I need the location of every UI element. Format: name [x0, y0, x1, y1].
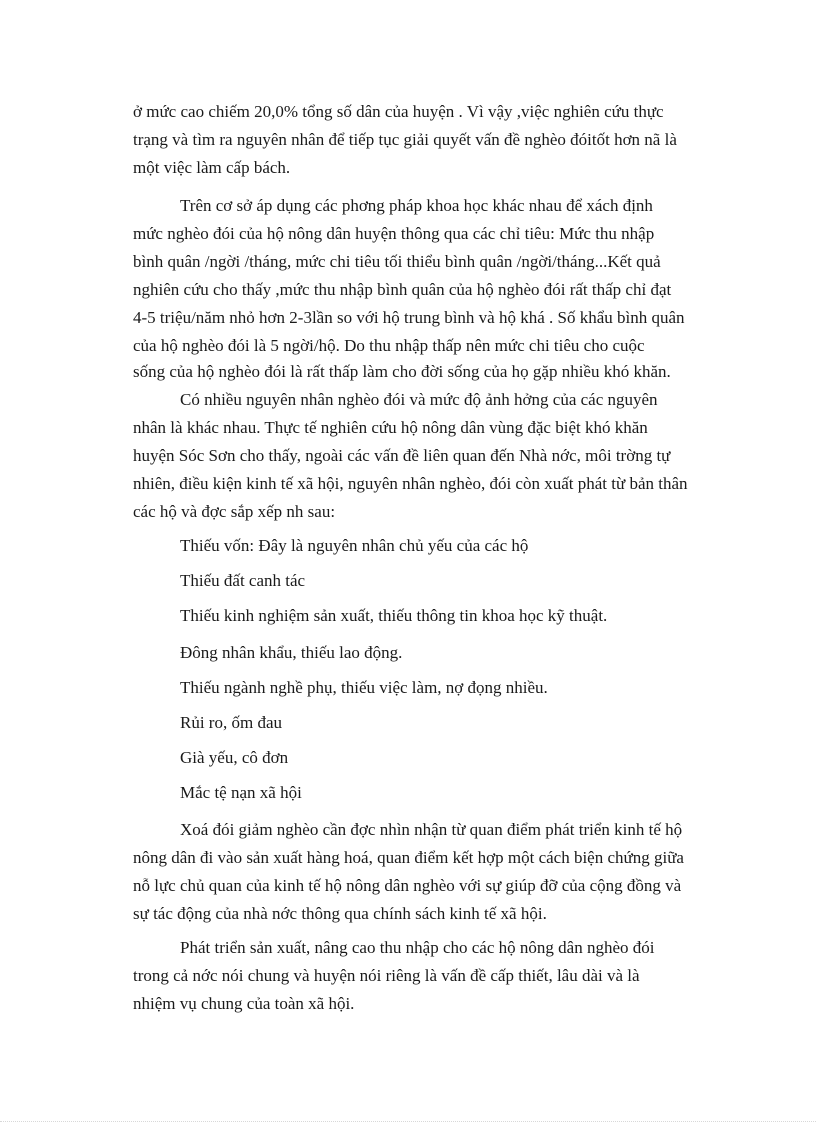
list-item: Thiếu ngành nghề phụ, thiếu việc làm, nợ đọng nhiều.: [180, 678, 548, 697]
text-line: nỗ lực chủ quan của kinh tế hộ nông dân nghèo với sự giúp đỡ của cộng đồng và: [133, 876, 682, 895]
text-line: trong cả nớc nói chung và huyện nói riêng là vấn đề cấp thiết, lâu dài và là: [133, 966, 640, 985]
text-line: trạng và tìm ra nguyên nhân để tiếp tục giải quyết vấn đề nghèo đóitốt hơn nã là: [133, 130, 677, 149]
text-line: Phát triển sản xuất, nâng cao thu nhập cho các hộ nông dân nghèo đói: [180, 938, 655, 957]
text-line: nghiên cứu cho thấy ,mức thu nhập bình quân của hộ nghèo đói rất thấp chỉ đạt: [133, 280, 672, 299]
text-line: nông dân đi vào sản xuất hàng hoá, quan điểm kết hợp một cách biện chứng giữa: [133, 848, 684, 867]
text-line: mức nghèo đói của hộ nông dân huyện thông qua các chỉ tiêu: Mức thu nhập: [133, 224, 655, 243]
text-line: các hộ và đợc sắp xếp nh sau:: [133, 502, 336, 521]
text-line: nhiên, điều kiện kinh tế xã hội, nguyên nhân nghèo, đói còn xuất phát từ bản thân: [133, 474, 688, 493]
text-line: 4-5 triệu/năm nhỏ hơn 2-3lần so với hộ trung bình và hộ khá . Số khẩu bình quân: [133, 308, 685, 327]
list-item: Già yếu, cô đơn: [180, 748, 289, 767]
list-item: Mắc tệ nạn xã hội: [180, 783, 302, 802]
text-line: bình quân /ngời /tháng, mức chi tiêu tối thiểu bình quân /ngời/tháng...Kết quả: [133, 252, 661, 271]
text-line: Có nhiều nguyên nhân nghèo đói và mức độ ảnh hởng của các nguyên: [180, 390, 658, 409]
list-item: Thiếu đất canh tác: [180, 571, 306, 590]
text-line: sống của hộ nghèo đói là rất thấp làm cho đời sống của họ gặp nhiều khó khăn.: [133, 362, 671, 381]
text-line: nhiệm vụ chung của toàn xã hội.: [133, 994, 355, 1013]
text-line: nhân là khác nhau. Thực tế nghiên cứu hộ nông dân vùng đặc biệt khó khăn: [133, 418, 648, 437]
text-line: huyện Sóc Sơn cho thấy, ngoài các vấn đề liên quan đến Nhà nớc, môi trờng tự: [133, 446, 671, 465]
text-line: ở mức cao chiếm 20,0% tổng số dân của huyện . Vì vậy ,việc nghiên cứu thực: [133, 102, 664, 121]
text-line: Trên cơ sở áp dụng các phơng pháp khoa học khác nhau để xách định: [180, 196, 653, 215]
text-line: sự tác động của nhà nớc thông qua chính sách kinh tế xã hội.: [133, 904, 547, 923]
list-item: Đông nhân khẩu, thiếu lao động.: [180, 643, 403, 662]
text-line: một việc làm cấp bách.: [133, 158, 291, 177]
list-item: Thiếu vốn: Đây là nguyên nhân chủ yếu của các hộ: [180, 536, 529, 555]
list-item: Rủi ro, ốm đau: [180, 713, 282, 732]
list-item: Thiếu kinh nghiệm sản xuất, thiếu thông tin khoa học kỹ thuật.: [180, 606, 608, 625]
text-line: của hộ nghèo đói là 5 ngời/hộ. Do thu nhập thấp nên mức chi tiêu cho cuộc: [133, 336, 645, 355]
text-line: Xoá đói giảm nghèo cần đợc nhìn nhận từ quan điểm phát triển kinh tế hộ: [180, 820, 683, 839]
